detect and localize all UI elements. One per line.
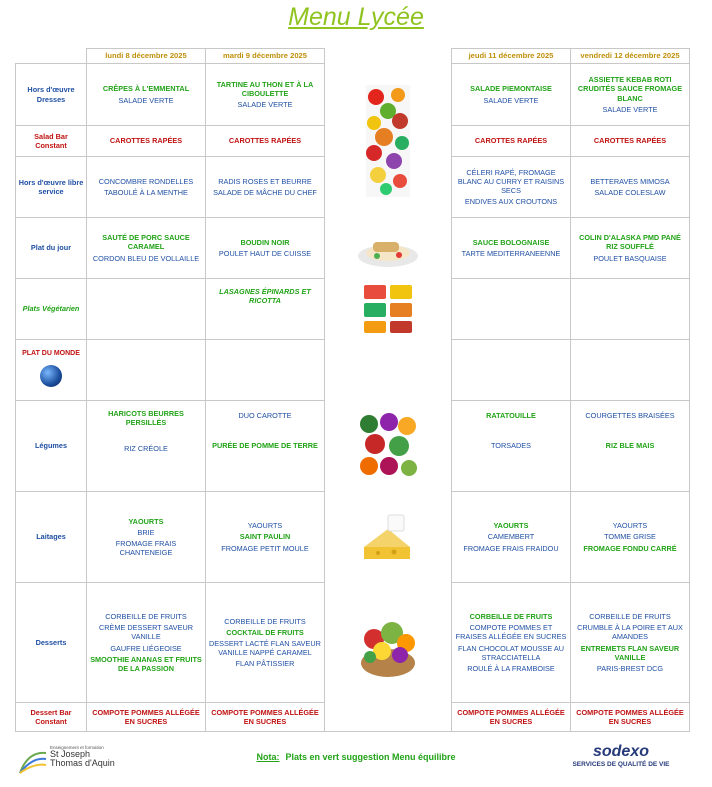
header-row — [16, 49, 690, 64]
vegetables-icon — [358, 83, 418, 199]
row-salad-bar: Salad Bar Constant CAROTTES RAPÉES CAROTTES RAPÉES CAROTTES RAPÉES CAROTTES RAPÉES — [16, 126, 690, 157]
row-hors-dresses: Hors d'œuvre Dresses CRÊPES À L'EMMENTAL SALADE VERTE TARTINE AU THON ET À LA CIBOULETTE SALADE VERTE SALADE PIEMONTAISE SALADE VERTE ASSIETTE KEBAB ROTI CRUDITÉS SAUCE FROMAGE BLANC SALADE VERTE — [16, 64, 690, 126]
day-header: jeudi 11 décembre 2025 — [452, 49, 571, 64]
row-desserts: Desserts CORBEILLE DE FRUITS CRÈME DESSERT SAVEUR VANILLE GAUFRE LIÉGEOISE SMOOTHIE ANANAS ET FRUITS DE LA PASSION CORBEILLE DE FRUITS COCKTAIL DE FRUITS DESSERT LACTÉ FLAN SAVEUR VANILLE NAPPÉ CARAMEL FLAN PÂTISSIER CORBEILLE DE FRUITS COMPOTE POMMES ET FRAISES ALLÉGÉE EN SUCRES FLAN CHOCOLAT MOUSSE AU STRACCIATELLA ROULÉ À LA FRAMBOISE CORBEILLE DE FRUITS CRUMBLE À LA POIRE ET AUX AMANDES ENTREMETS FLAN SAVEUR VANILLE PARIS-BREST DCG — [16, 583, 690, 703]
nota-footnote: Nota: Plats en vert suggestion Menu équilibre — [256, 752, 456, 762]
legumes-icon — [355, 410, 421, 482]
row-legumes: Légumes HARICOTS BEURRES PERSILLÉS RIZ CRÉOLE DUO CAROTTE PURÉE DE POMME DE TERRE RATATOUILLE TORSADES COURGETTES BRAISÉES RIZ BLE MAIS — [16, 401, 690, 492]
dish-image — [325, 218, 452, 279]
row-plat-du-monde: PLAT DU MONDE — [16, 340, 690, 401]
sodexo-logo: sodexo SERVICES DE QUALITÉ DE VIE — [572, 743, 670, 768]
vegetarian-dishes-icon — [360, 281, 416, 337]
globe-icon — [40, 365, 62, 387]
row-vegetarien: Plats Végétarien LASAGNES ÉPINARDS ET RICOTTA — [16, 279, 690, 340]
cheese-image — [325, 492, 452, 583]
page-title: Menu Lycée — [288, 3, 424, 31]
legumes-image — [325, 401, 452, 492]
row-hors-libre: Hors d'œuvre libre service CONCOMBRE RONDELLES TABOULÉ À LA MENTHE RADIS ROSES ET BEURRE SALADE DE MÂCHE DU CHEF CÉLERI RAPÉ, FROMAGE BLANC AU CURRY ET RAISINS SECS ENDIVES AUX CROUTONS BETTERAVES MIMOSA SALADE COLESLAW — [16, 157, 690, 218]
vegetarian-image — [325, 279, 452, 340]
row-plat-du-jour: Plat du jour SAUTÉ DE PORC SAUCE CARAMEL CORDON BLEU DE VOLLAILLE BOUDIN NOIR POULET HAUT DE CUISSE SAUCE BOLOGNAISE TARTE MEDITERRANEENNE COLIN D'ALASKA PMD PANÉ RIZ SOUFFLÉ POULET BASQUAISE — [16, 218, 690, 279]
fruit-basket-image — [325, 583, 452, 703]
menu-table — [15, 48, 690, 732]
day-header: lundi 8 décembre 2025 — [87, 49, 206, 64]
vegetables-image — [325, 64, 452, 218]
row-laitages: Laitages YAOURTS BRIE FROMAGE FRAIS CHANTENEIGE YAOURTS SAINT PAULIN FROMAGE PETIT MOULE YAOURTS CAMEMBERT FROMAGE FRAIS FRAIDOU YAOURTS TOMME GRISE FROMAGE FONDU CARRÉ — [16, 492, 690, 583]
dish-icon — [355, 226, 421, 270]
fruit-basket-icon — [356, 605, 420, 681]
cheese-icon — [358, 507, 418, 567]
row-dessert-bar: Dessert Bar Constant COMPOTE POMMES ALLÉGÉE EN SUCRES COMPOTE POMMES ALLÉGÉE EN SUCRES COMPOTE POMMES ALLÉGÉE EN SUCRES COMPOTE POMMES ALLÉGÉE EN SUCRES — [16, 703, 690, 732]
day-header: mardi 9 décembre 2025 — [206, 49, 325, 64]
school-logo: Enseignement et formation St Joseph Thomas d'Aquin — [18, 745, 138, 779]
day-header: vendredi 12 décembre 2025 — [571, 49, 690, 64]
